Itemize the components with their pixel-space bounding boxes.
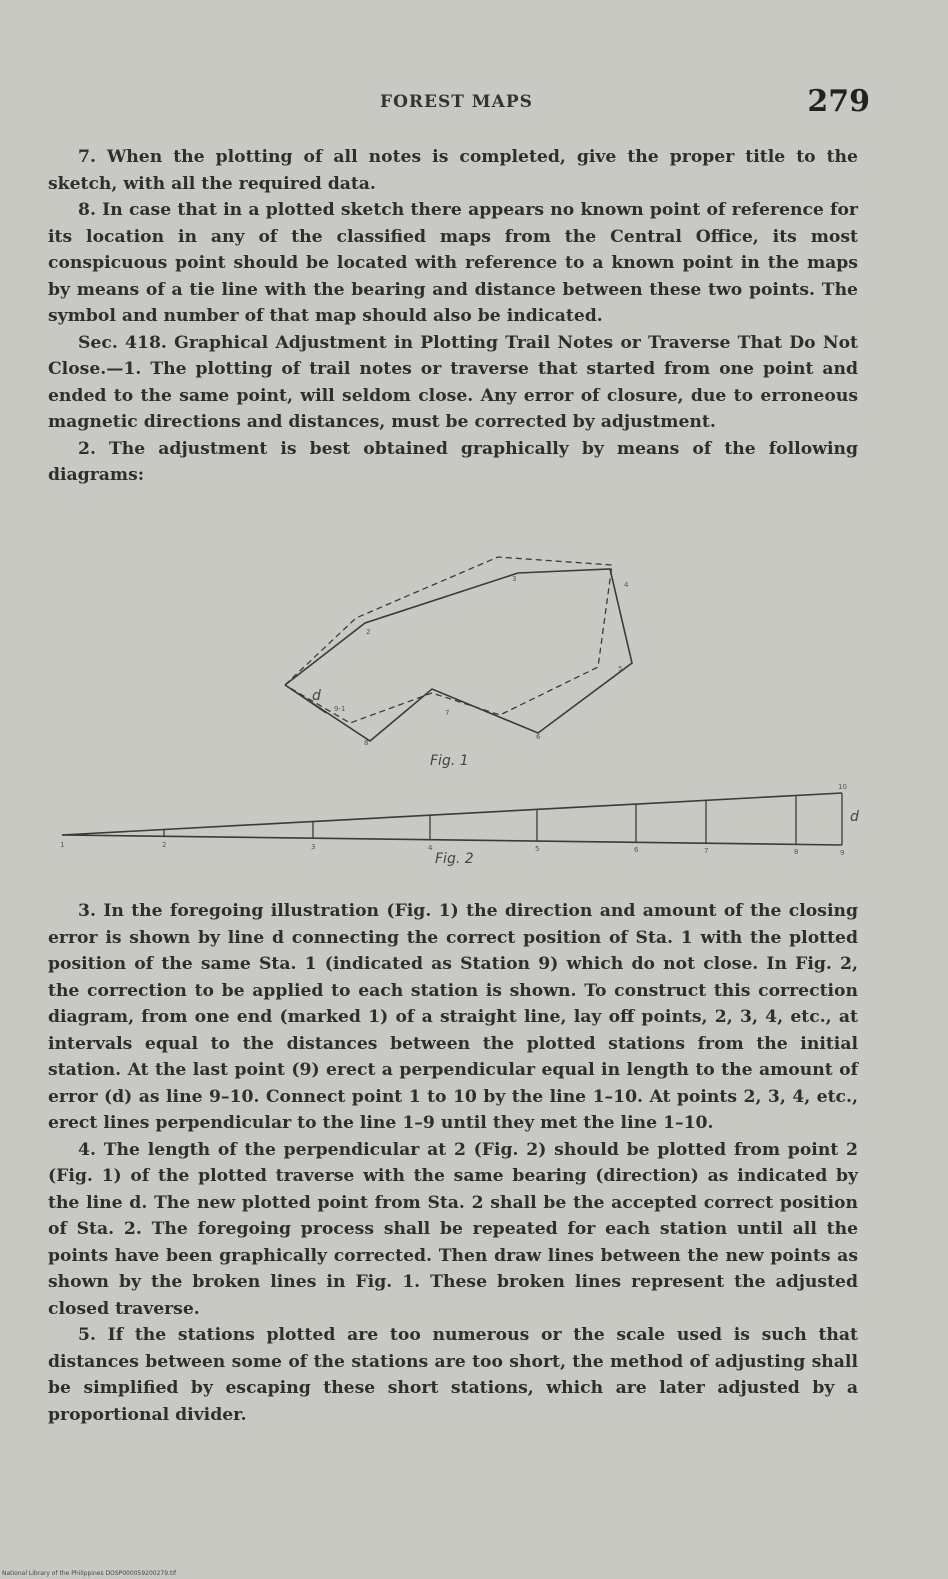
fig2-top-label: 10 [838,783,847,791]
fig2-base-line [62,835,842,845]
fig1-label-st5: 5 [618,665,623,673]
section-418-paragraph-2: 2. The adjustment is best obtained graphically by means of the following diagrams: [48,438,858,485]
paragraph-5: 5. If the stations plotted are too numerous or the scale used is such that distances between some of the stations are too short, the method of adjusting shall be simplified by escaping these short stations, which are later adjusted by a proportional divider. [48,1325,858,1425]
fig2-tick-7: 7 [704,847,709,855]
fig2-tick-9: 9 [840,849,845,857]
fig2-tick-3: 3 [311,843,316,851]
section-heading: Sec. 418. Graphical Adjustment in Plotting Trail Notes or Traverse That Do Not Close. [48,332,858,379]
fig2-hypotenuse-line [62,793,842,835]
figures [0,545,948,885]
scan-footer: National Library of the Philippines DOSP000059200279.tif [2,1570,177,1577]
fig1-label-st7: 7 [445,709,450,717]
fig1-label-st4: 4 [624,581,629,589]
fig2-tick-8: 8 [794,848,799,856]
fig1-label-st3: 3 [512,575,517,583]
page-header [0,84,948,128]
fig1-label-st6: 6 [536,733,541,741]
figure-svg [0,545,948,885]
paragraph-4: 4. The length of the perpendicular at 2 (Fig. 2) should be plotted from point 2 (Fig. 1) of the plotted traverse with the same bearing (direction) as indicated by the line d. The new plotted point from Sta. 2 shall be the accepted correct position of Sta. 2. The foregoing process shall be repeated for each station until all the points have been graphically corrected. Then draw lines between the new points as shown by the broken lines in Fig. 1. These broken lines represent the adjusted closed traverse. [48,1139,858,1319]
fig2-tick-2: 2 [162,841,167,849]
fig1-caption: Fig. 1 [430,753,469,769]
section-418-paragraph-1 [48,330,858,436]
fig1-label-st8: 8 [364,739,369,747]
fig2-caption: Fig. 2 [435,851,474,867]
fig2-tick-1: 1 [60,841,65,849]
fig1-label-st2: 2 [366,628,371,636]
running-head: FOREST MAPS [380,92,533,112]
paragraph-8: 8. In case that in a plotted sketch there appears no known point of reference for its location in any of the classified maps from the Central Office, its most conspicuous point should be located with reference to a known point in the maps by means of a tie line with the bearing and distance between these two points. The symbol and number of that map should also be indicated. [48,200,858,326]
paragraph-3: 3. In the foregoing illustration (Fig. 1) the direction and amount of the closing error is shown by line d connecting the correct position of Sta. 1 with the plotted position of the same Sta. 1 (indicated as Station 9) which do not close. In Fig. 2, the correction to be applied to each station is shown. To construct this correction diagram, from one end (marked 1) of a straight line, lay off points, 2, 3, 4, etc., at intervals equal to the distances between the plotted stations from the initial station. At the last point (9) erect a perpendicular equal in length to the amount of error (d) as line 9–10. Connect point 1 to 10 by the line 1–10. At points 2, 3, 4, etc., erect lines perpendicular to the line 1–9 until they met the line 1–10. [48,901,858,1133]
fig2-tick-5: 5 [535,845,540,853]
page-number: 279 [807,84,870,119]
fig1-label-d: d [312,688,321,704]
section-paragraph-1-text: —1. The plotting of trail notes or traverse that started from one point and ended to the same point, will seldom close. Any error of closure, due to erroneous magnetic directions and distances, must be corrected by adjustment. [48,359,858,432]
fig2-tick-4: 4 [428,844,433,852]
fig2-tick-6: 6 [634,846,639,854]
text-block-top [48,144,858,489]
adjusted-traverse-line [285,557,612,723]
text-block-bottom [48,898,858,1428]
fig1-label-st1: 9-1 [334,705,346,713]
fig2-d-label: d [850,809,859,825]
paragraph-7: 7. When the plotting of all notes is completed, give the proper title to the sketch, with all the required data. [48,147,858,194]
